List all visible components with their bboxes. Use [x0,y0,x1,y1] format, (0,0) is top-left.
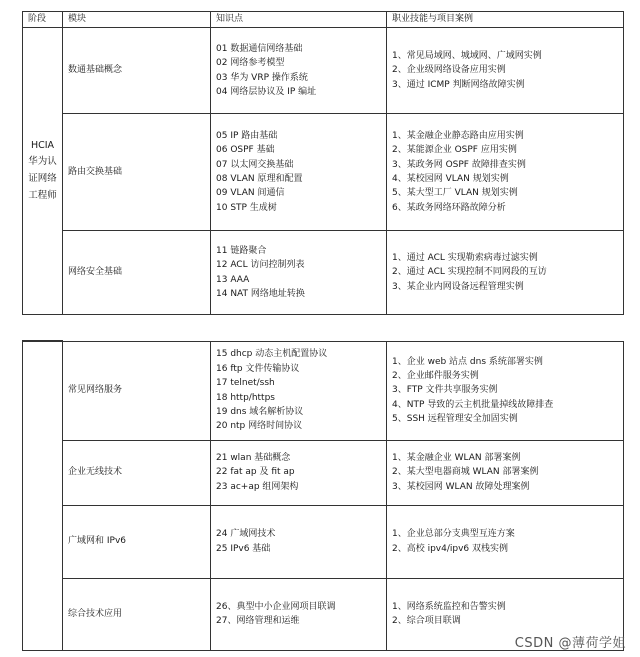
skills-cell [387,505,624,578]
list-item: 2、通过 ACL 实现控制不同网段的互访 [392,267,547,278]
list-item: 3、某政务网 OSPF 故障排查实例 [392,159,526,170]
list-item: 2、企业级网络设备应用实例 [392,65,506,76]
watermark: CSDN @薄荷学姐 [514,636,626,651]
list-item: 21 wlan 基础概念 [216,452,291,463]
list-item: 3、某企业内网设备远程管理实例 [392,281,524,292]
list-item: 03 华为 VRP 操作系统 [216,72,308,83]
list-item: 05 IP 路由基础 [216,130,278,141]
list-item: 11 链路聚合 [216,245,267,256]
list-item: 12 ACL 访问控制列表 [216,260,305,271]
knowledge-cell [211,440,387,505]
table-row [23,341,624,440]
list-item: 10 STP 生成树 [216,202,277,213]
module-cell: 路由交换基础 [63,114,211,231]
header-knowledge: 知识点 [211,12,387,28]
skills-cell [387,114,624,231]
list-item: 02 网络参考模型 [216,58,285,69]
module-cell: 广域网和 IPv6 [63,505,211,578]
skills-cell [387,231,624,315]
list-item: 01 数据通信网络基础 [216,43,303,54]
list-item: 1、企业 web 站点 dns 系统部署实例 [392,356,543,367]
knowledge-cell [211,341,387,440]
list-item: 13 AAA [216,274,250,285]
list-item: 4、某校园网 VLAN 规划实例 [392,174,509,184]
list-item: 08 VLAN 原理和配置 [216,174,303,184]
list-item: 23 ac+ap 组网架构 [216,481,299,492]
knowledge-cell [211,28,387,114]
list-item: 04 网络层协议及 IP 编址 [216,86,317,97]
list-item: 2、企业邮件服务实例 [392,370,479,381]
table-row [23,28,624,114]
list-item: 1、通过 ACL 实现勒索病毒过滤实例 [392,252,538,263]
list-item: 4、NTP 导致的云主机批量掉线故障排查 [392,399,554,410]
stage-line: 工程师 [28,189,57,201]
header-skills: 职业技能与项目案例 [387,12,624,28]
list-item: 3、FTP 文件共享服务实例 [392,385,498,396]
list-item: 2、某大型电器商城 WLAN 部署案例 [392,467,539,478]
list-item: 09 VLAN 间通信 [216,188,285,199]
stage-line: 证网络 [28,173,57,184]
list-item: 1、企业总部分支典型互连方案 [392,529,515,540]
list-item: 3、通过 ICMP 判断网络故障实例 [392,79,525,90]
stage-line: HCIA [30,139,55,151]
module-cell: 综合技术应用 [63,578,211,650]
list-item: 14 NAT 网络地址转换 [216,288,305,299]
list-item: 3、某校园网 WLAN 故障处理案例 [392,481,530,492]
list-item: 2、某能源企业 OSPF 应用实例 [392,145,517,156]
table-row [23,231,624,315]
stage-line: 华为认 [28,156,57,168]
list-item: 1、网络系统监控和告警实例 [392,601,506,612]
list-item: 16 ftp 文件传输协议 [216,363,300,374]
list-item: 07 以太网交换基础 [216,159,294,170]
stage-cell [23,28,63,315]
list-item: 24 广域网技术 [216,529,276,540]
stage-cell [23,341,63,650]
knowledge-cell [211,114,387,231]
list-item: 15 dhcp 动态主机配置协议 [216,349,328,360]
table-row [23,505,624,578]
module-cell: 网络安全基础 [63,231,211,315]
header-module: 模块 [63,12,211,28]
list-item: 5、SSH 远程管理安全加固实例 [392,414,518,425]
list-item: 2、高校 ipv4/ipv6 双栈实例 [392,543,509,554]
list-item: 1、某金融企业静态路由应用实例 [392,130,524,141]
curriculum-table-part1 [22,11,624,315]
skills-cell [387,341,624,440]
skills-cell [387,440,624,505]
list-item: 26、典型中小企业网项目联调 [216,601,336,612]
list-item: 22 fat ap 及 fit ap [216,467,295,478]
list-item: 2、综合项目联调 [392,616,461,626]
curriculum-table-part2 [22,340,624,651]
list-item: 17 telnet/ssh [216,378,275,389]
list-item: 25 IPv6 基础 [216,543,271,554]
list-item: 06 OSPF 基础 [216,145,275,156]
list-item: 1、某金融企业 WLAN 部署案例 [392,452,521,463]
module-cell: 企业无线技术 [63,440,211,505]
list-item: 6、某政务网络环路故障分析 [392,202,506,213]
module-cell: 常见网络服务 [63,341,211,440]
header-row [23,12,624,28]
list-item: 5、某大型工厂 VLAN 规划实例 [392,188,518,199]
skills-cell [387,28,624,114]
list-item: 1、常见局域网、城域网、广域网实例 [392,50,542,61]
knowledge-cell [211,231,387,315]
list-item: 20 ntp 网络时间协议 [216,421,303,432]
table-row [23,440,624,505]
list-item: 19 dns 域名解析协议 [216,406,304,417]
list-item: 27、网络管理和运维 [216,616,300,626]
module-cell: 数通基础概念 [63,28,211,114]
knowledge-cell [211,578,387,650]
knowledge-cell [211,505,387,578]
header-stage: 阶段 [23,12,63,28]
list-item: 18 http/https [216,392,275,403]
table-row [23,114,624,231]
